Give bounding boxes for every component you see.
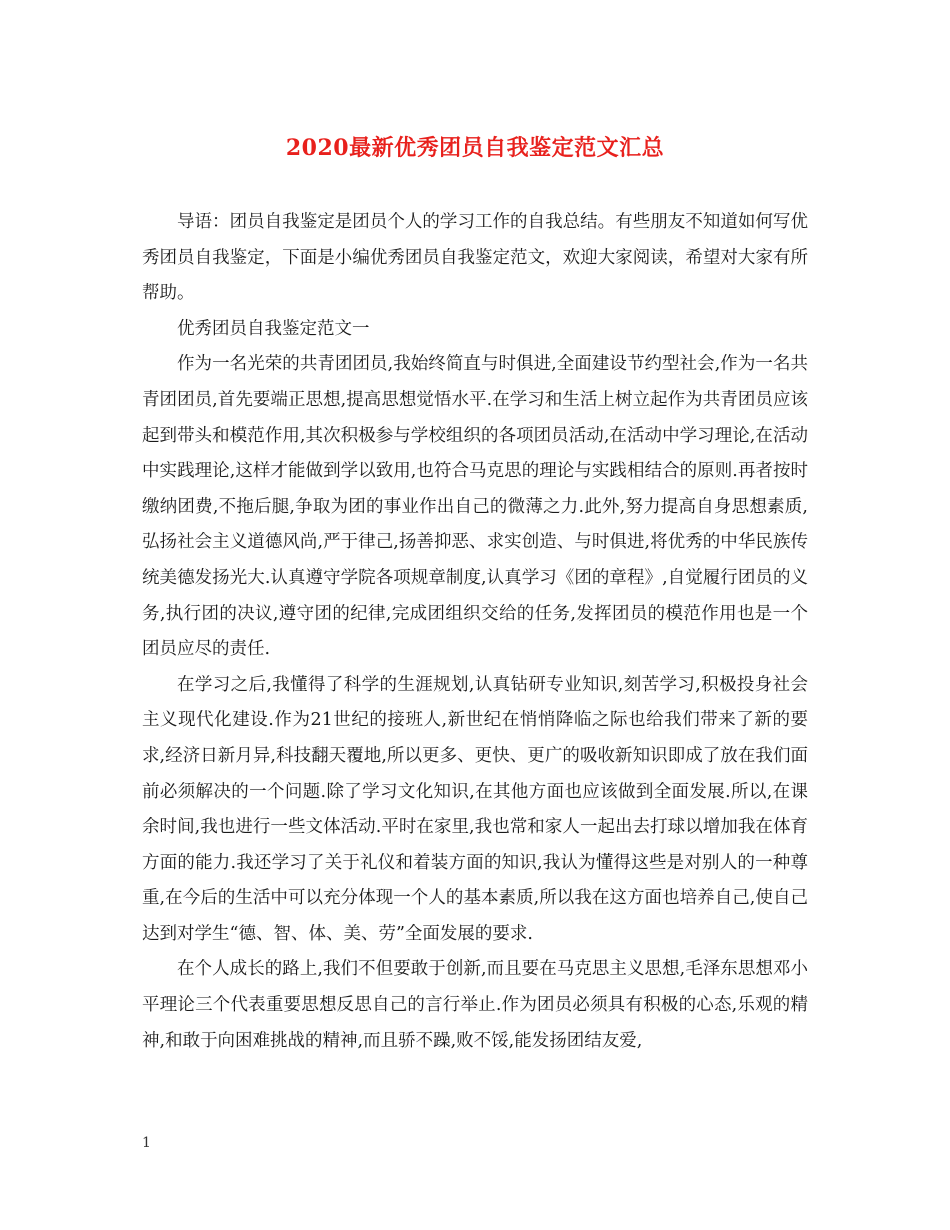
document-body [142, 205, 808, 1059]
page-number: 1 [142, 1135, 151, 1151]
section-heading: 优秀团员自我鉴定范文一 [177, 318, 370, 339]
body-paragraph: 在学习之后,我懂得了科学的生涯规划,认真钻研专业知识,刻苦学习,积极投身社会主义现代化建设.作为21世纪的接班人,新世纪在悄悄降临之际也给我们带来了新的要求,经济日新月异,科技翻天覆地,所以更多、更快、更广的吸收新知识即成了放在我们面前必须解决的一个问题.除了学习文化知识,在其他方面也应该做到全面发展.所以,在课余时间,我也进行一些文体活动.平时在家里,我也常和家人一起出去打球以增加我在体育方面的能力.我还学习了关于礼仪和着装方面的知识,我认为懂得这些是对别人的一种尊重,在今后的生活中可以充分体现一个人的基本素质,所以我在这方面也培养自己,使自己达到对学生“德、智、体、美、劳”全面发展的要求. [142, 674, 808, 944]
document-title: 2020最新优秀团员自我鉴定范文汇总 [285, 135, 665, 161]
intro-paragraph: 导语：团员自我鉴定是团员个人的学习工作的自我总结。有些朋友不知道如何写优秀团员自我鉴定，下面是小编优秀团员自我鉴定范文，欢迎大家阅读，希望对大家有所帮助。 [142, 212, 808, 304]
body-paragraph: 作为一名光荣的共青团团员,我始终简直与时俱进,全面建设节约型社会,作为一名共青团团员,首先要端正思想,提高思想觉悟水平.在学习和生活上树立起作为共青团员应该起到带头和模范作用,其次积极参与学校组织的各项团员活动,在活动中学习理论,在活动中实践理论,这样才能做到学以致用,也符合马克思的理论与实践相结合的原则.再者按时缴纳团费,不拖后腿,争取为团的事业作出自己的微薄之力.此外,努力提高自身思想素质,弘扬社会主义道德风尚,严于律己,扬善抑恶、求实创造、与时俱进,将优秀的中华民族传统美德发扬光大.认真遵守学院各项规章制度,认真学习《团的章程》,自觉履行团员的义务,执行团的决议,遵守团的纪律,完成团组织交给的任务,发挥团员的模范作用也是一个团员应尽的责任. [142, 354, 808, 660]
body-paragraph: 在个人成长的路上,我们不但要敢于创新,而且要在马克思主义思想,毛泽东思想邓小平理论三个代表重要思想反思自己的言行举止.作为团员必须具有积极的心态,乐观的精神,和敢于向困难挑战的精神,而且骄不躁,败不馁,能发扬团结友爱, [142, 959, 808, 1051]
